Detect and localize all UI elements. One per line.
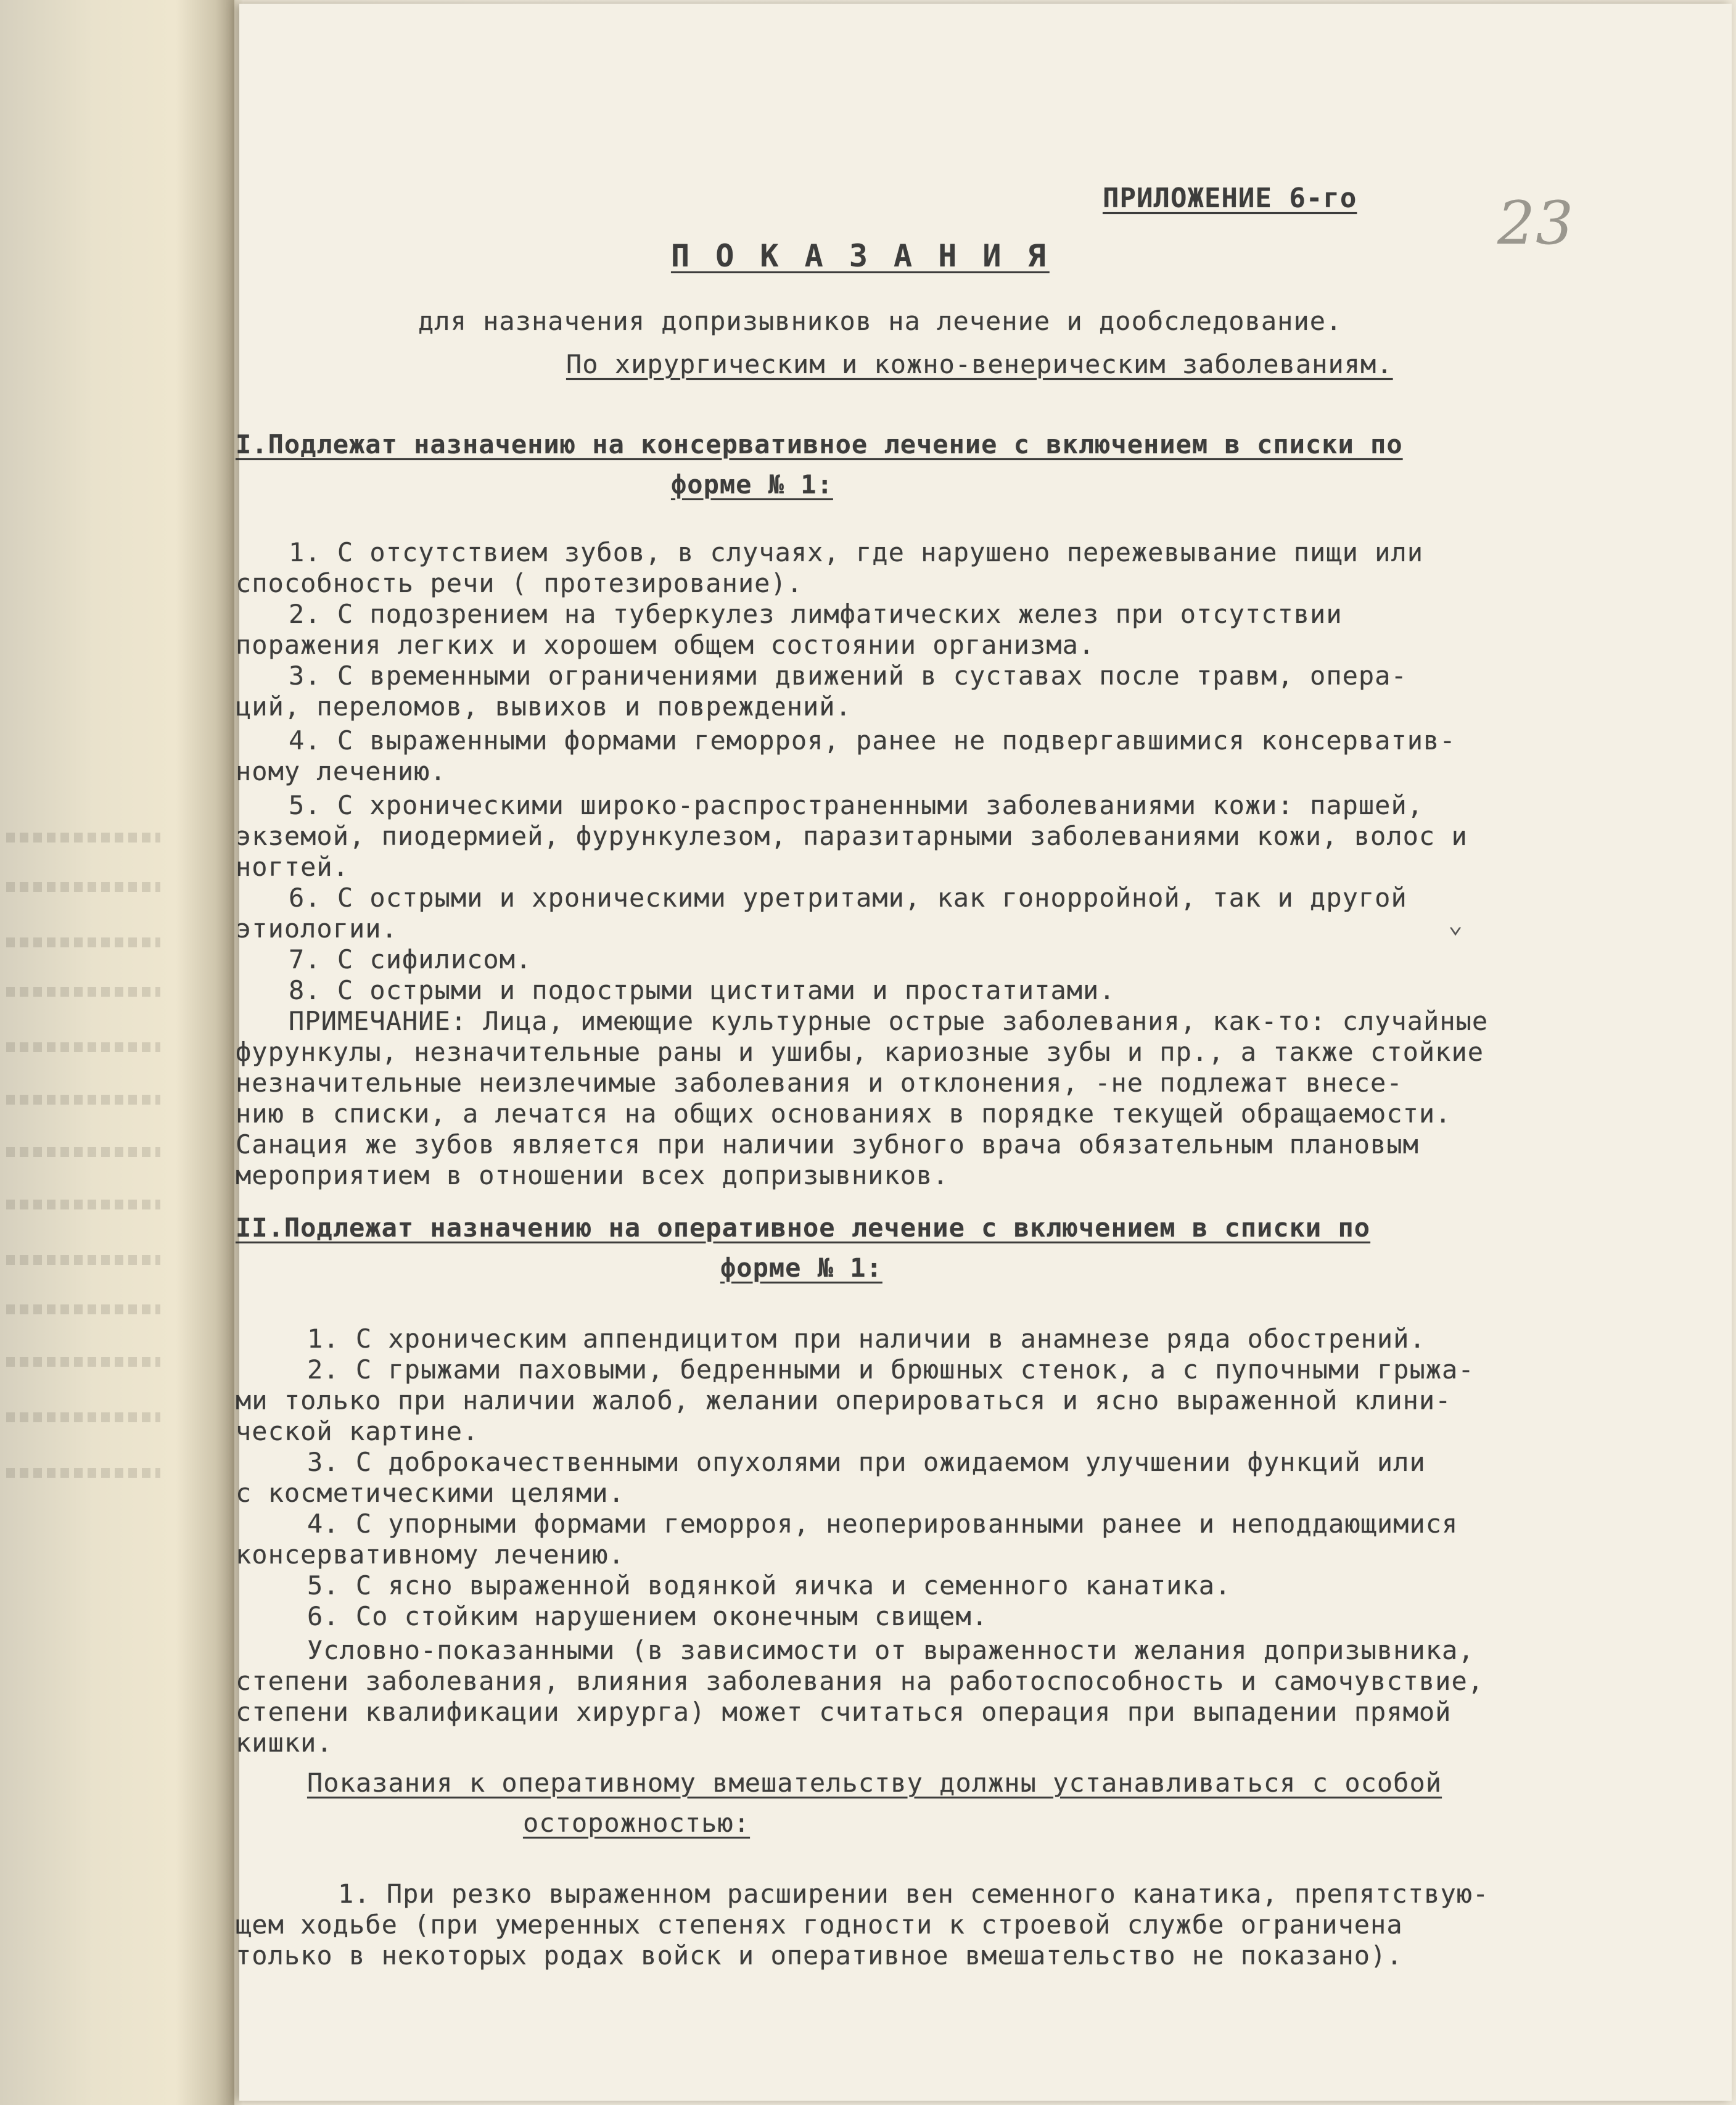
section1-note: нию в списки, а лечатся на общих основаниях в порядке текущей обращаемости. <box>236 1098 1452 1129</box>
caution-line: 1. При резко выраженном расширении вен семенного канатика, препятствую- <box>338 1879 1489 1909</box>
document-page <box>236 4 1732 2101</box>
section2-line: ми только при наличии жалоб, желании оперироваться и ясно выраженной клини- <box>236 1385 1452 1415</box>
section2-conditional: степени квалификации хирурга) может считаться операция при выпадении прямой <box>236 1697 1452 1727</box>
caution-heading: Показания к оперативному вмешательству должны устанавливаться с особой <box>307 1768 1442 1798</box>
section2-conditional: Условно-показанными (в зависимости от выраженности желания допризывника, <box>307 1635 1475 1665</box>
document-title: П О К А З А Н И Я <box>671 238 1050 274</box>
section2-line: 1. С хроническим аппендицитом при наличии в анамнезе ряда обострений. <box>307 1324 1426 1354</box>
caution-line: только в некоторых родах войск и оперативное вмешательство не показано). <box>236 1940 1403 1971</box>
section2-line: 2. С грыжами паховыми, бедренными и брюшных стенок, а с пупочными грыжа- <box>307 1354 1475 1385</box>
bleed-through-line <box>6 882 160 892</box>
section2-line: 4. С упорными формами геморроя, неоперированными ранее и неподдающимися <box>307 1509 1458 1539</box>
section1-line: 4. С выраженными формами геморроя, ранее не подвергавшимися консерватив- <box>289 725 1456 756</box>
v-mark: ⌄ <box>1448 910 1464 939</box>
section1-note: незначительные неизлечимые заболевания и отклонения, -не подлежат внесе- <box>236 1068 1403 1098</box>
section2-line: 5. С ясно выраженной водянкой яичка и семенного канатика. <box>307 1570 1232 1600</box>
bleed-through-line <box>6 1412 160 1422</box>
bleed-through-line <box>6 1042 160 1052</box>
section2-heading: II.Подлежат назначению на оперативное лечение с включением в списки по <box>236 1213 1371 1243</box>
section1-line: экземой, пиодермией, фурункулезом, паразитарными заболеваниями кожи, волос и <box>236 821 1468 851</box>
bleed-through-line <box>6 1095 160 1105</box>
section1-line: ций, переломов, вывихов и повреждений. <box>236 691 852 722</box>
section2-line: 6. Со стойким нарушением оконечным свищем. <box>307 1601 989 1631</box>
section1-note: фурункулы, незначительные раны и ушибы, кариозные зубы и пр., а также стойкие <box>236 1037 1484 1067</box>
section1-line: 2. С подозрением на туберкулез лимфатических желез при отсутствии <box>289 599 1343 629</box>
bleed-through-line <box>6 987 160 997</box>
document-text <box>236 4 1732 2101</box>
section2-line: 3. С доброкачественными опухолями при ожидаемом улучшении функций или <box>307 1447 1426 1477</box>
title-subline-1: для назначения допризывников на лечение и дообследование. <box>418 306 1343 336</box>
handwritten-page-number: 23 <box>1497 189 1574 258</box>
section1-heading: I.Подлежат назначению на консервативное лечение с включением в списки по <box>236 429 1403 459</box>
section2-conditional: кишки. <box>236 1728 333 1758</box>
section1-note: Санация же зубов является при наличии зубного врача обязательным плановым <box>236 1129 1419 1160</box>
section1-note: ПРИМЕЧАНИЕ: Лица, имеющие культурные острые заболевания, как-то: случайные <box>289 1006 1489 1036</box>
left-page-edge <box>0 0 234 2105</box>
section1-line: 3. С временными ограничениями движений в суставах после травм, опера- <box>289 661 1407 691</box>
bleed-through-line <box>6 833 160 842</box>
title-subline-2: По хирургическим и кожно-венерическим заболеваниям. <box>566 349 1393 379</box>
section1-line: 5. С хроническими широко-распространенными заболеваниями кожи: паршей, <box>289 790 1424 820</box>
section1-line: 8. С острыми и подострыми циститами и простатитами. <box>289 975 1116 1005</box>
section1-line: ному лечению. <box>236 756 446 786</box>
section1-line: способность речи ( протезирование). <box>236 568 804 598</box>
bleed-through-line <box>6 1304 160 1314</box>
section2-line: с косметическими целями. <box>236 1478 625 1508</box>
section1-line: 6. С острыми и хроническими уретритами, как гонорройной, так и другой <box>289 883 1407 913</box>
section2-conditional: степени заболевания, влияния заболевания на работоспособность и самочувствие, <box>236 1666 1484 1696</box>
bleed-through-line <box>6 1357 160 1367</box>
section1-line: поражения легких и хорошем общем состоянии организма. <box>236 630 1095 660</box>
section2-heading-form: форме № 1: <box>720 1253 882 1283</box>
bleed-through-line <box>6 1200 160 1209</box>
caution-heading-end: осторожностью: <box>523 1808 751 1838</box>
appendix-label: ПРИЛОЖЕНИЕ 6-го <box>1103 183 1357 214</box>
bleed-through-line <box>6 1468 160 1478</box>
section2-line: ческой картине. <box>236 1416 479 1446</box>
section2-line: консервативному лечению. <box>236 1539 625 1570</box>
section1-line: ногтей. <box>236 852 350 882</box>
section1-heading-form: форме № 1: <box>671 469 833 500</box>
caution-line: щем ходьбе (при умеренных степенях годности к строевой службе ограничена <box>236 1909 1403 1940</box>
section1-line: этиологии. <box>236 913 398 944</box>
section1-line: 1. С отсутствием зубов, в случаях, где нарушено пережевывание пищи или <box>289 537 1424 567</box>
bleed-through-line <box>6 1147 160 1157</box>
section1-note: мероприятием в отношении всех допризывников. <box>236 1160 949 1190</box>
section1-line: 7. С сифилисом. <box>289 944 532 974</box>
bleed-through-line <box>6 937 160 947</box>
bleed-through-line <box>6 1255 160 1265</box>
